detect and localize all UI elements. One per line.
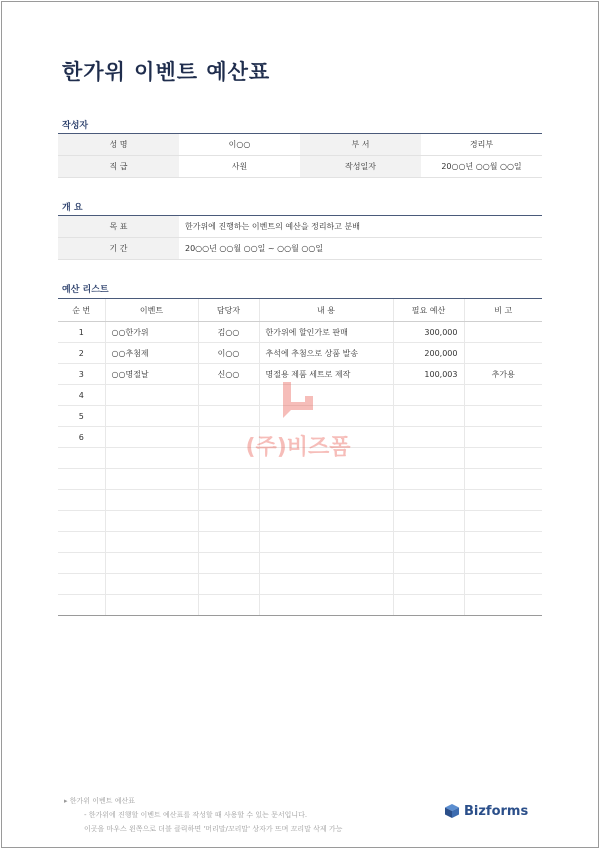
budget-amount [393,406,464,427]
row-number: 2 [58,343,105,364]
date-value: 20○○년 ○○월 ○○일 [421,156,542,178]
manager-name [198,469,259,490]
overview-row [58,216,542,238]
content-text [259,574,393,595]
event-name [105,574,198,595]
row-number [58,574,105,595]
overview-section-heading: 개 요 [62,203,83,213]
note-text [464,595,542,616]
content-text [259,595,393,616]
note-text: 추가용 [464,364,542,385]
budget-amount [393,595,464,616]
date-label: 작성일자 [300,156,421,178]
event-name [105,427,198,448]
brand-name: Bizforms [464,803,529,819]
budget-amount: 300,000 [393,322,464,343]
note-text [464,448,542,469]
manager-name [198,490,259,511]
author-row [58,156,542,178]
note-text [464,322,542,343]
goal-label: 목 표 [58,216,179,238]
manager-name [198,553,259,574]
bizform-logo-icon [275,378,321,422]
row-number: 5 [58,406,105,427]
budget-amount [393,469,464,490]
budget-amount: 100,003 [393,364,464,385]
note-text [464,469,542,490]
note-text [464,553,542,574]
column-header-budget: 필요 예산 [393,299,464,322]
budget-amount [393,490,464,511]
column-header-event: 이벤트 [105,299,198,322]
position-label: 직 급 [58,156,179,178]
budget-row [58,490,542,511]
event-name: ○○명절날 [105,364,198,385]
budget-row [58,322,542,343]
budget-row [58,595,542,616]
manager-name: 김○○ [198,322,259,343]
budget-section-heading: 예산 리스트 [62,285,109,295]
bizforms-cube-icon [444,803,460,819]
budget-row [58,511,542,532]
event-name [105,595,198,616]
note-text [464,490,542,511]
note-text [464,385,542,406]
author-section-heading: 작성자 [62,121,89,131]
column-header-manager: 담당자 [198,299,259,322]
period-value: 20○○년 ○○월 ○○일 ~ ○○월 ○○일 [179,238,542,260]
footer-title: ▸ 한가위 이벤트 예산표 [64,797,136,805]
budget-amount [393,532,464,553]
event-name: ○○추첨제 [105,343,198,364]
content-text: 추석에 추첨으로 상품 발송 [259,343,393,364]
column-header-content: 내 용 [259,299,393,322]
budget-amount [393,448,464,469]
column-header-note: 비 고 [464,299,542,322]
budget-amount [393,511,464,532]
manager-name [198,595,259,616]
row-number: 3 [58,364,105,385]
event-name [105,469,198,490]
content-text: 명절용 제품 세트로 제작 [259,364,393,385]
row-number [58,532,105,553]
budget-row [58,553,542,574]
row-number [58,553,105,574]
department-label: 부 서 [300,134,421,156]
event-name [105,448,198,469]
manager-name [198,532,259,553]
budget-amount [393,553,464,574]
budget-amount [393,574,464,595]
footer-hint: 이곳을 마우스 왼쪽으로 더블 클릭하면 '머리말/꼬리말' 상자가 뜨며 꼬리말 삭제 가능 [84,825,343,833]
row-number [58,595,105,616]
period-label: 기 간 [58,238,179,260]
event-name [105,553,198,574]
brand-logo [444,803,528,819]
name-label: 성 명 [58,134,179,156]
watermark [238,378,358,461]
department-value: 경리부 [421,134,542,156]
content-text [259,553,393,574]
budget-header-row [58,299,542,322]
content-text [259,490,393,511]
budget-amount [393,427,464,448]
budget-row [58,469,542,490]
content-text [259,469,393,490]
note-text [464,427,542,448]
author-table [58,133,542,178]
overview-row [58,238,542,260]
column-header-no: 순 번 [58,299,105,322]
row-number: 4 [58,385,105,406]
goal-value: 한가위에 진행하는 이벤트의 예산을 정리하고 분배 [179,216,542,238]
event-name [105,490,198,511]
content-text: 한가위에 할인가로 판매 [259,322,393,343]
footer-description: - 한가위에 진행할 이벤트 예산표를 작성할 때 사용할 수 있는 문서입니다. [84,811,308,819]
name-value: 이○○ [179,134,300,156]
event-name [105,385,198,406]
budget-row [58,532,542,553]
event-name: ○○한가위 [105,322,198,343]
note-text [464,574,542,595]
content-text [259,532,393,553]
row-number [58,490,105,511]
manager-name [198,511,259,532]
note-text [464,343,542,364]
budget-row [58,343,542,364]
manager-name: 신○○ [198,364,259,385]
author-row [58,134,542,156]
event-name [105,511,198,532]
note-text [464,406,542,427]
row-number [58,511,105,532]
row-number: 1 [58,322,105,343]
row-number [58,448,105,469]
budget-amount [393,385,464,406]
overview-table [58,215,542,260]
budget-amount: 200,000 [393,343,464,364]
note-text [464,532,542,553]
note-text [464,511,542,532]
position-value: 사원 [179,156,300,178]
budget-row [58,574,542,595]
document-title: 한가위 이벤트 예산표 [62,60,271,84]
manager-name [198,574,259,595]
row-number: 6 [58,427,105,448]
content-text [259,511,393,532]
event-name [105,532,198,553]
watermark-text: (주)비즈폼 [245,435,351,460]
event-name [105,406,198,427]
manager-name: 이○○ [198,343,259,364]
row-number [58,469,105,490]
